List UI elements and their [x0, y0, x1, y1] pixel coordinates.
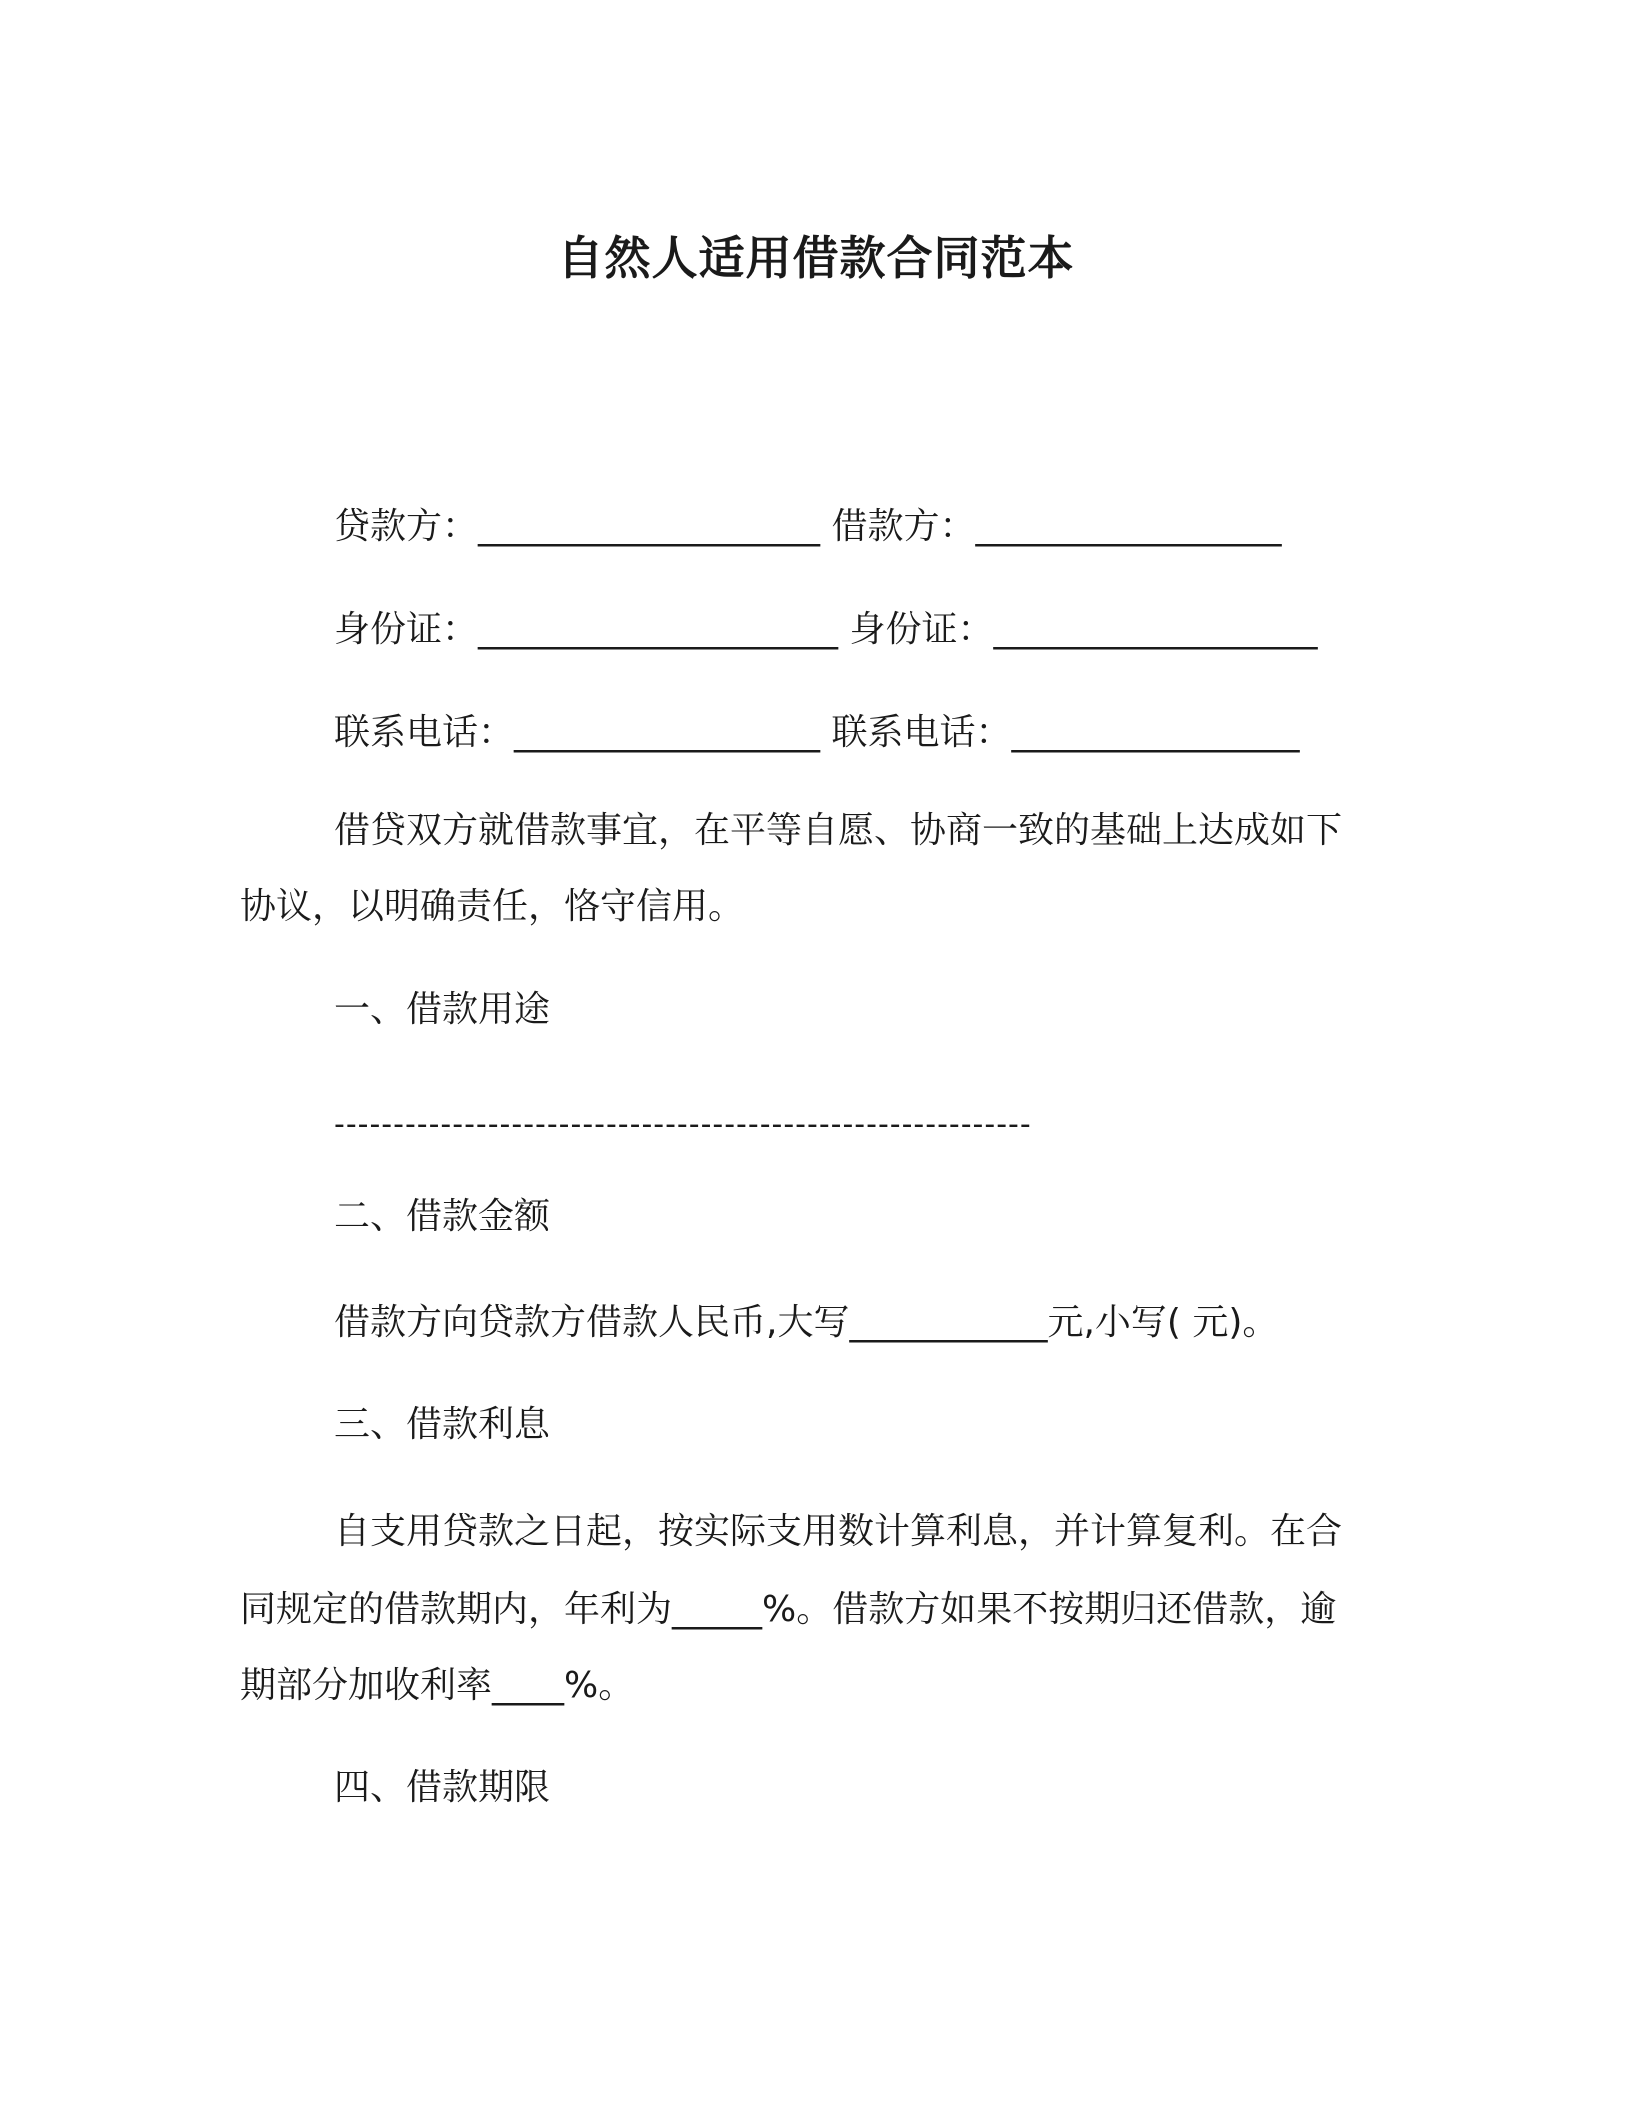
interest-paragraph-line-3: 期部分加收利率____%。	[240, 1665, 635, 1706]
interest-paragraph-line-1: 自支用贷款之日起，按实际支用数计算利息，并计算复利。在合	[334, 1511, 1343, 1552]
lender-borrower-line: 贷款方：___________________ 借款方：_________________	[334, 506, 1282, 547]
phone-line: 联系电话：_________________ 联系电话：________________	[334, 712, 1300, 753]
section-heading-amount: 二、借款金额	[334, 1196, 551, 1237]
section-heading-purpose: 一、借款用途	[334, 989, 551, 1030]
id-card-line: 身份证：____________________ 身份证：__________________	[334, 609, 1318, 650]
intro-paragraph-line-2: 协议，以明确责任，恪守信用。	[240, 886, 745, 927]
section-heading-interest: 三、借款利息	[334, 1404, 551, 1445]
document-title: 自然人适用借款合同范本	[557, 231, 1075, 285]
purpose-blank-line: -----------------------------------------------------------	[334, 1107, 1032, 1142]
interest-paragraph-line-2: 同规定的借款期内，年利为_____%。借款方如果不按期归还借款，逾	[240, 1589, 1337, 1630]
intro-paragraph-line-1: 借贷双方就借款事宜，在平等自愿、协商一致的基础上达成如下	[334, 810, 1343, 851]
section-heading-term: 四、借款期限	[334, 1767, 551, 1808]
amount-text: 借款方向贷款方借款人民币,大写___________元,小写( 元)。	[334, 1302, 1279, 1343]
